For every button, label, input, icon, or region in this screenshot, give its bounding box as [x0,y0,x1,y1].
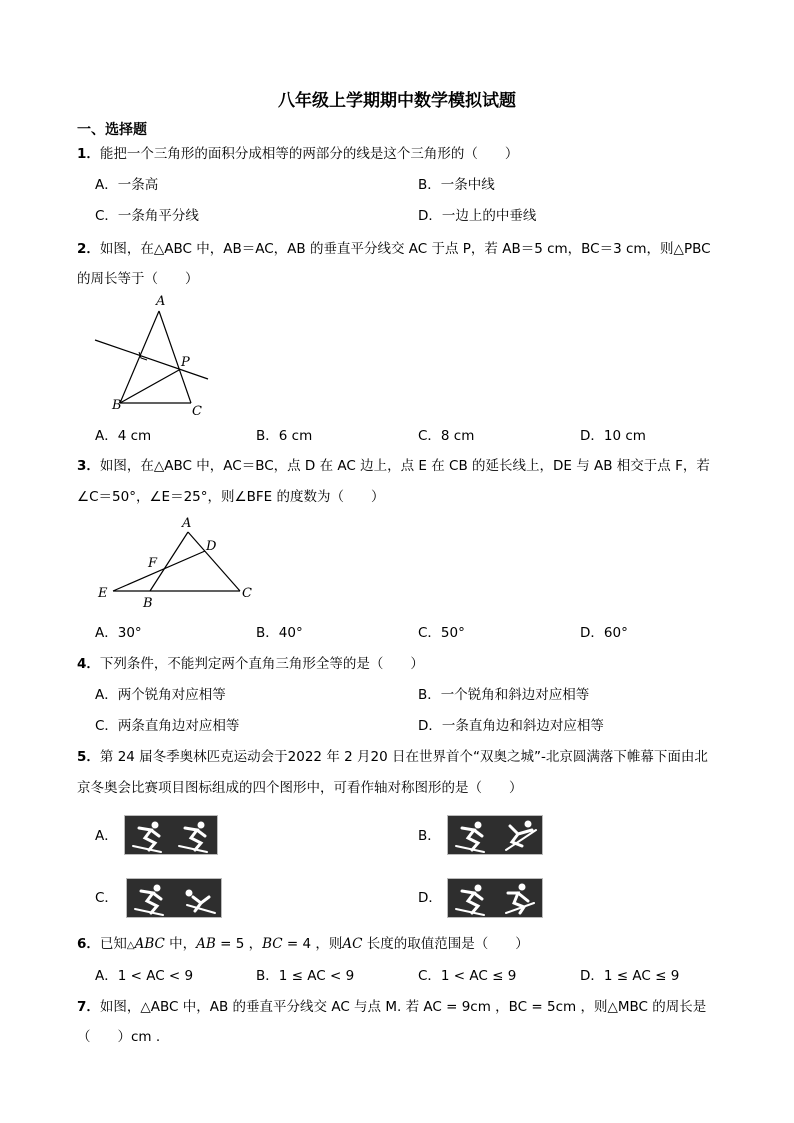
label-b: B [112,398,122,413]
question-text-line1: 如图，在△ABC 中，AC＝BC，点 D 在 AC 边上，点 E 在 CB 的延长线上，DE 与 AB 相交于点 F，若 [99,458,710,474]
question-5-line2: 京冬奥会比赛项目图标组成的四个图形中，可看作轴对称图形的是（ ） [77,780,523,796]
question-2 [77,240,711,258]
side-ac: AC [342,936,363,952]
section-heading: 一、选择题 [77,122,147,138]
option-d: D．10 cm [580,428,646,444]
option-d: D．一条直角边和斜边对应相等 [418,718,604,734]
side-ab-value: = 5 ， [215,936,263,952]
side-bc-value: = 4 ，则 [282,936,343,952]
option-d: D． [418,890,442,906]
question-3-line2: ∠C＝50°，∠E＝25°，则∠BFE 的度数为（ ） [77,489,385,505]
question-text-line1: 如图，在△ABC 中，AB＝AC，AB 的垂直平分线交 AC 于点 P，若 AB＝5 cm，BC＝3 cm，则△PBC [99,241,711,257]
triangle-figure-q3 [92,512,267,612]
option-b: B．一个锐角和斜边对应相等 [418,687,590,703]
question-number: 1． [77,146,100,162]
question-text: 能把一个三角形的面积分成相等的两部分的线是这个三角形的（ ） [99,146,519,162]
label-c: C [192,404,202,419]
option-b: B．6 cm [256,428,313,444]
page-title: 八年级上学期期中数学模拟试题 [278,91,516,111]
side-bc: BC [262,936,283,952]
winter-sports-pictogram-a [124,815,218,855]
question-text-end: 长度的取值范围是（ ） [362,936,529,952]
question-number: 7． [77,999,100,1015]
option-b: B．40° [256,625,303,641]
label-b: B [143,596,153,611]
option-a: A．一条高 [95,177,159,193]
label-c: C [242,586,252,601]
option-d: D．一边上的中垂线 [418,208,537,224]
label-e: E [98,586,108,601]
winter-sports-pictogram-c [126,878,222,918]
question-number: 6． [77,936,100,952]
question-text: 下列条件，不能判定两个直角三角形全等的是（ ） [99,656,424,672]
label-a: A [182,516,192,531]
label-a: A [156,294,166,309]
question-number: 3． [77,458,100,474]
question-7 [77,998,706,1016]
option-c: C．50° [418,625,465,641]
option-a: A．4 cm [95,428,152,444]
question-number: 5． [77,749,100,765]
option-c: C．一条角平分线 [95,208,199,224]
option-c: C．1 < AC ≤ 9 [418,968,517,984]
option-a: A．30° [95,625,142,641]
question-6 [77,935,529,955]
option-c: C．两条直角边对应相等 [95,718,240,734]
option-c: C．8 cm [418,428,475,444]
question-1 [77,145,518,163]
question-number: 4． [77,656,100,672]
label-f: F [148,556,158,571]
winter-sports-pictogram-d [447,878,543,918]
option-c: C． [95,890,118,906]
option-a: A．两个锐角对应相等 [95,687,226,703]
triangle-symbol: △ [126,940,135,951]
option-d: D．60° [580,625,628,641]
triangle-figure-q2 [90,292,220,422]
question-4 [77,655,424,673]
label-d: D [206,539,217,554]
question-5 [77,748,708,766]
question-text-line1: 如图，△ABC 中，AB 的垂直平分线交 AC 与点 M. 若 AC = 9cm ，BC = 5cm ，则△MBC 的周长是 [99,999,707,1015]
question-3 [77,457,710,475]
option-b: B． [418,828,441,844]
triangle-name: ABC [134,936,165,952]
winter-sports-pictogram-b [447,815,543,855]
option-b: B．一条中线 [418,177,495,193]
option-a: A．1 < AC < 9 [95,968,194,984]
question-7-line2: （ ）cm . [77,1029,161,1045]
question-text-line1: 第 24 届冬季奥林匹克运动会于2022 年 2 月20 日在世界首个“双奥之城”-北京圆满落下帷幕下面由北 [99,749,708,765]
option-a: A． [95,828,118,844]
question-number: 2． [77,241,100,257]
option-d: D．1 ≤ AC ≤ 9 [580,968,680,984]
question-2-line2: 的周长等于（ ） [77,271,199,287]
side-ab: AB [196,936,216,952]
question-text-mid: 中， [164,936,197,952]
option-b: B．1 ≤ AC < 9 [256,968,355,984]
label-p: P [181,355,190,370]
question-text-pre: 已知 [99,936,127,952]
